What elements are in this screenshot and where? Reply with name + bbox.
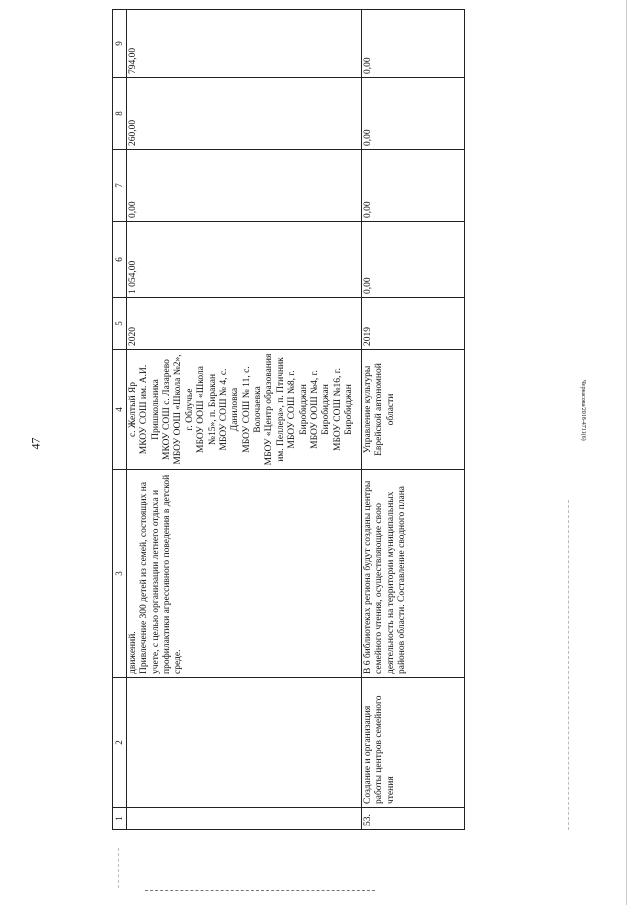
- amount-cell: 0,00: [361, 78, 464, 150]
- header-cell: 9: [113, 10, 127, 78]
- header-row: [113, 10, 127, 830]
- table-row: [361, 10, 464, 830]
- row-number-cell: [126, 808, 361, 830]
- header-cell: 4: [113, 350, 127, 470]
- result-cell: движений. Привлечение 300 детей из семей, состоящих на учете, с целью организации летнего отдыха и профилактики агрессивного поведения в детской среде.: [126, 470, 361, 678]
- header-cell: 7: [113, 150, 127, 222]
- scan-artifact-line: [568, 500, 569, 830]
- year-cell: 2019: [361, 298, 464, 350]
- amount-cell: 0,00: [361, 150, 464, 222]
- amount-cell: 0,00: [361, 10, 464, 78]
- header-cell: 6: [113, 222, 127, 298]
- document-footer-code: Черкасова/2018-4711(6): [580, 380, 586, 441]
- table-row: [126, 10, 361, 830]
- amount-cell: 260,00: [126, 78, 361, 150]
- total-amount-cell: 1 054,00: [126, 222, 361, 298]
- row-number-cell: 53.: [361, 808, 464, 830]
- amount-cell: 0,00: [126, 150, 361, 222]
- header-cell: 2: [113, 678, 127, 808]
- event-name-cell: [126, 678, 361, 808]
- scan-artifact-line: [118, 848, 119, 888]
- header-cell: 5: [113, 298, 127, 350]
- page-number: 47: [28, 437, 43, 450]
- program-table: [112, 9, 465, 830]
- header-cell: 1: [113, 808, 127, 830]
- amount-cell: 794,00: [126, 10, 361, 78]
- total-amount-cell: 0,00: [361, 222, 464, 298]
- rotated-table-container: [112, 10, 502, 830]
- result-cell: В 6 библиотеках региона будут созданы центры семейного чтения, осуществляющие свою деятельность на территории муниципальных районов области. Составление сводного плана: [361, 470, 464, 678]
- header-cell: 8: [113, 78, 127, 150]
- header-cell: 3: [113, 470, 127, 678]
- right-margin-line: [626, 0, 627, 905]
- year-cell: 2020: [126, 298, 361, 350]
- executor-cell: с. Желтый Яр МКОУ СОШ им. А.И. Пришкольника МКОУ СОШ с. Лазарево МБОУ ООШ «Школа №2», г. Облучье МБОУ ООШ «Школа №15», п. Биракан МБОУ СОШ № 4, с. Даниловка МБОУ СОШ № 11, с. Волочаевка МБОУ «Центр образования им. Пеллера», п. Птичник МБОУ СОШ №8, г. Биробиджан МБОУ ООШ №4, г. Биробиджан МБОУ СОШ №16, г. Биробиджан: [126, 350, 361, 470]
- event-name-cell: Создание и организация работы центров семейного чтения: [361, 678, 464, 808]
- executor-cell: Управление культуры Еврейской автономной области: [361, 350, 464, 470]
- signature-line: [145, 890, 375, 891]
